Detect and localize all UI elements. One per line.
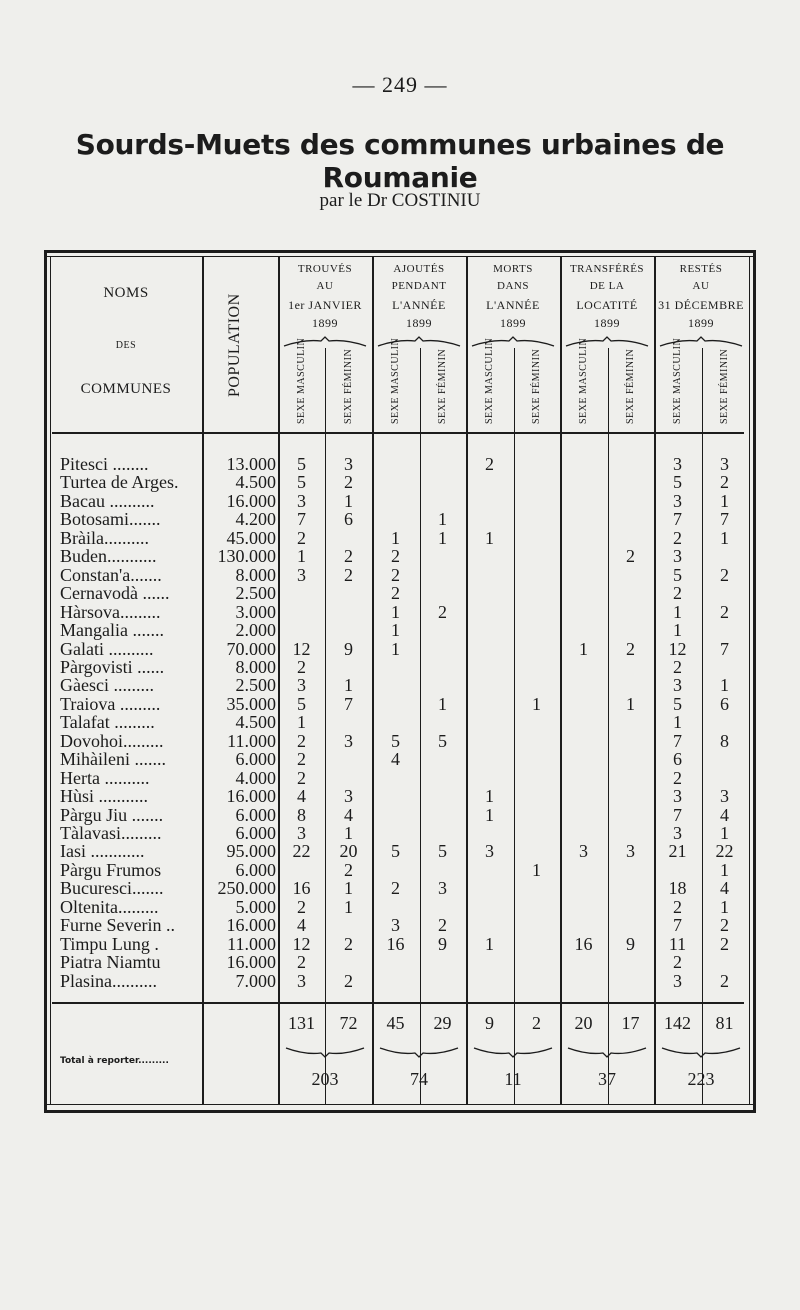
count-cell: 2: [344, 859, 353, 880]
total-brace: [567, 1046, 647, 1058]
count-cell: 1: [438, 509, 447, 530]
header-sex-feminin: SEXE FÉMININ: [530, 348, 542, 424]
count-cell: 3: [344, 786, 353, 807]
header-group-line2: DANS: [497, 280, 529, 292]
count-cell: 2: [297, 527, 306, 548]
count-cell: 9: [626, 933, 635, 954]
count-cell: 20: [339, 841, 358, 862]
count-cell: 22: [715, 841, 734, 862]
count-cell: 7: [344, 693, 353, 714]
commune-name: Hàrsova.........: [60, 602, 161, 622]
column-divider: [278, 256, 280, 1104]
count-cell: 1: [673, 601, 682, 622]
population-value: 3.000: [235, 601, 276, 622]
count-cell: 9: [438, 933, 447, 954]
count-cell: 2: [344, 933, 353, 954]
count-cell: 3: [720, 786, 729, 807]
count-cell: 16: [386, 933, 405, 954]
commune-name: Talafat .........: [60, 713, 155, 733]
group-total: 223: [687, 1069, 715, 1089]
count-cell: 3: [673, 786, 682, 807]
count-cell: 3: [673, 546, 682, 567]
count-cell: 1: [391, 638, 400, 659]
header-group-line2: AU: [316, 280, 334, 292]
count-cell: 7: [673, 730, 682, 751]
count-cell: 7: [673, 915, 682, 936]
header-group-line4: 1899: [406, 316, 432, 330]
header-des: DES: [115, 340, 137, 351]
total-brace: [661, 1046, 741, 1058]
header-group-line3: L'ANNÉE: [392, 298, 446, 312]
commune-name: Herta ..........: [60, 768, 150, 788]
count-cell: 2: [297, 656, 306, 677]
page-title: Sourds-Muets des communes urbaines de Roumanie: [75, 128, 725, 194]
count-cell: 1: [485, 933, 494, 954]
frame-left-inner: [50, 256, 51, 1104]
count-cell: 3: [673, 970, 682, 991]
commune-name: Tàlavasi.........: [60, 824, 162, 843]
header-sex-feminin: SEXE FÉMININ: [436, 348, 448, 424]
count-cell: 3: [344, 454, 353, 474]
population-value: 8.000: [235, 564, 276, 585]
count-cell: 2: [673, 952, 682, 973]
commune-name: Bràila..........: [60, 528, 149, 548]
count-cell: 12: [292, 638, 311, 659]
count-cell: 1: [532, 859, 541, 880]
count-cell: 4: [391, 749, 400, 770]
commune-name: Cernavodà ......: [60, 584, 170, 604]
frame-top-inner: [44, 256, 756, 257]
page-number: — 249 —: [352, 72, 448, 97]
group-total: 203: [311, 1069, 339, 1089]
count-cell: 7: [673, 509, 682, 530]
count-cell: 3: [391, 915, 400, 936]
count-cell: 2: [720, 472, 729, 493]
total-cell: 45: [386, 1013, 405, 1033]
count-cell: 6: [344, 509, 353, 530]
header-group-line2: AU: [692, 280, 710, 292]
count-cell: 2: [297, 749, 306, 770]
count-cell: 9: [344, 638, 353, 659]
count-cell: 3: [297, 675, 306, 696]
count-cell: 8: [297, 804, 306, 825]
count-cell: 16: [292, 878, 311, 899]
count-cell: 1: [626, 693, 635, 714]
total-cell: 2: [532, 1013, 541, 1033]
count-cell: 3: [297, 564, 306, 585]
population-value: 5.000: [235, 896, 276, 917]
total-cell: 81: [715, 1013, 734, 1033]
header-sex-feminin: SEXE FÉMININ: [718, 348, 730, 424]
count-cell: 5: [297, 472, 306, 493]
commune-name: Iasi ............: [60, 842, 145, 862]
header-communes: COMMUNES: [80, 381, 172, 397]
count-cell: 2: [720, 601, 729, 622]
count-cell: 1: [720, 896, 729, 917]
header-group-line1: AJOUTÉS: [393, 263, 445, 275]
count-cell: 5: [673, 472, 682, 493]
total-cell: 131: [288, 1013, 315, 1033]
header-sex-feminin: SEXE FÉMININ: [624, 348, 636, 424]
count-cell: 8: [720, 730, 729, 751]
count-cell: 2: [720, 970, 729, 991]
count-cell: 1: [391, 601, 400, 622]
count-cell: 3: [438, 878, 447, 899]
frame-bottom: [44, 1110, 756, 1113]
commune-name: Hùsi ...........: [60, 787, 149, 807]
frame-right-inner: [749, 256, 750, 1104]
count-cell: 3: [297, 490, 306, 511]
count-cell: 1: [438, 693, 447, 714]
total-cell: 20: [574, 1013, 593, 1033]
count-cell: 4: [344, 804, 353, 825]
commune-name: Pàrgu Frumos: [60, 860, 162, 880]
population-value: 11.000: [227, 933, 276, 954]
total-cell: 72: [339, 1013, 358, 1033]
count-cell: 2: [344, 472, 353, 493]
total-brace: [473, 1046, 553, 1058]
commune-name: Constan'a.......: [60, 565, 162, 585]
count-cell: 2: [673, 767, 682, 788]
count-cell: 2: [344, 546, 353, 567]
count-cell: 5: [297, 693, 306, 714]
commune-name: Galati ..........: [60, 639, 154, 659]
count-cell: 2: [626, 546, 635, 567]
count-cell: 11: [668, 933, 687, 954]
commune-name: Mangalia .......: [60, 621, 164, 641]
group-total: 74: [410, 1069, 428, 1089]
total-cell: 29: [433, 1013, 452, 1033]
commune-name: Furne Severin ..: [60, 916, 175, 936]
header-sex-feminin: SEXE FÉMININ: [342, 348, 354, 424]
population-value: 16.000: [226, 786, 276, 807]
frame-top: [44, 250, 756, 253]
count-cell: 1: [673, 620, 682, 641]
population-value: 2.500: [235, 675, 276, 696]
frame-left: [44, 250, 47, 1113]
population-value: 6.000: [235, 823, 276, 843]
header-group-line4: 1899: [500, 316, 526, 330]
count-cell: 6: [720, 693, 729, 714]
count-cell: 4: [720, 878, 729, 899]
count-cell: 7: [297, 509, 306, 530]
count-cell: 2: [391, 564, 400, 585]
count-cell: 2: [391, 546, 400, 567]
population-value: 4.500: [235, 472, 276, 493]
commune-name: Gàesci .........: [60, 676, 154, 696]
commune-name: Botosami.......: [60, 510, 161, 530]
total-cell: 9: [485, 1013, 494, 1033]
count-cell: 1: [579, 638, 588, 659]
population-value: 45.000: [226, 527, 276, 548]
header-group-line3: 1er JANVIER: [288, 298, 362, 312]
count-cell: 5: [391, 841, 400, 862]
header-group-line2: PENDANT: [391, 280, 447, 292]
count-cell: 4: [297, 786, 306, 807]
count-cell: 7: [720, 638, 729, 659]
count-cell: 1: [485, 804, 494, 825]
group-total: 11: [504, 1069, 522, 1089]
population-value: 6.000: [235, 859, 276, 880]
count-cell: 12: [668, 638, 687, 659]
header-sex-masculin: SEXE MASCULIN: [483, 337, 495, 424]
count-cell: 16: [574, 933, 593, 954]
count-cell: 22: [292, 841, 311, 862]
header-sex-masculin: SEXE MASCULIN: [671, 337, 683, 424]
count-cell: 5: [438, 730, 447, 751]
population-value: 250.000: [217, 878, 276, 899]
header-population: POPULATION: [226, 293, 243, 397]
count-cell: 5: [297, 454, 306, 474]
commune-name: Plasina..........: [60, 971, 157, 991]
population-value: 2.000: [235, 620, 276, 641]
header-rule: [52, 432, 744, 434]
count-cell: 3: [579, 841, 588, 862]
header-sex-masculin: SEXE MASCULIN: [295, 337, 307, 424]
total-cell: 17: [621, 1013, 640, 1033]
count-cell: 3: [673, 454, 682, 474]
population-value: 13.000: [226, 454, 276, 474]
population-value: 6.000: [235, 804, 276, 825]
population-value: 16.000: [226, 490, 276, 511]
commune-name: Traiova .........: [60, 694, 161, 714]
count-cell: 2: [720, 564, 729, 585]
count-cell: 1: [720, 490, 729, 511]
count-cell: 1: [391, 527, 400, 548]
commune-name: Pàrgovisti ......: [60, 657, 165, 677]
count-cell: 1: [720, 527, 729, 548]
population-value: 2.500: [235, 583, 276, 604]
header-group-line3: 31 DÉCEMBRE: [658, 298, 744, 312]
count-cell: 3: [344, 730, 353, 751]
count-cell: 3: [673, 675, 682, 696]
header-group-line1: MORTS: [493, 263, 533, 275]
header-group-line3: L'ANNÉE: [486, 298, 540, 312]
population-value: 16.000: [226, 952, 276, 973]
header-group-line1: TROUVÉS: [297, 263, 353, 275]
count-cell: 2: [297, 730, 306, 751]
count-cell: 1: [344, 490, 353, 511]
population-value: 130.000: [217, 546, 276, 567]
count-cell: 3: [720, 454, 729, 474]
population-value: 6.000: [235, 749, 276, 770]
commune-name: Bucuresci.......: [60, 879, 164, 899]
count-cell: 2: [673, 527, 682, 548]
commune-name: Buden...........: [60, 547, 157, 567]
header-group-line4: 1899: [594, 316, 620, 330]
column-divider: [466, 256, 468, 1104]
header-group-line2: DE LA: [589, 280, 625, 292]
count-cell: 12: [292, 933, 311, 954]
subcolumn-divider: [325, 348, 326, 1104]
population-value: 7.000: [235, 970, 276, 991]
count-cell: 1: [297, 546, 306, 567]
count-cell: 3: [626, 841, 635, 862]
count-cell: 1: [720, 675, 729, 696]
count-cell: 5: [391, 730, 400, 751]
count-cell: 3: [297, 970, 306, 991]
count-cell: 2: [344, 564, 353, 585]
count-cell: 2: [297, 952, 306, 973]
subcolumn-divider: [420, 348, 421, 1104]
count-cell: 1: [344, 896, 353, 917]
count-cell: 1: [532, 693, 541, 714]
header-group-line1: RESTÉS: [679, 263, 723, 275]
count-cell: 2: [391, 583, 400, 604]
count-cell: 1: [438, 527, 447, 548]
count-cell: 3: [297, 823, 306, 843]
count-cell: 1: [344, 823, 353, 843]
totals-rule: [52, 1002, 744, 1004]
population-value: 35.000: [226, 693, 276, 714]
header-sex-masculin: SEXE MASCULIN: [389, 337, 401, 424]
commune-name: Pitesci ........: [60, 455, 149, 474]
count-cell: 5: [673, 564, 682, 585]
count-cell: 1: [344, 878, 353, 899]
column-divider: [654, 256, 656, 1104]
count-cell: 1: [297, 712, 306, 733]
count-cell: 1: [391, 620, 400, 641]
frame-right: [753, 250, 756, 1113]
total-cell: 142: [664, 1013, 691, 1033]
count-cell: 6: [673, 749, 682, 770]
count-cell: 7: [673, 804, 682, 825]
count-cell: 2: [485, 454, 494, 474]
population-value: 16.000: [226, 915, 276, 936]
header-group-line4: 1899: [312, 316, 338, 330]
count-cell: 2: [391, 878, 400, 899]
population-value: 95.000: [226, 841, 276, 862]
count-cell: 4: [720, 804, 729, 825]
commune-name: Mihàileni .......: [60, 750, 166, 770]
subcolumn-divider: [608, 348, 609, 1104]
count-cell: 5: [673, 693, 682, 714]
count-cell: 21: [668, 841, 687, 862]
count-cell: 2: [297, 767, 306, 788]
count-cell: 1: [673, 712, 682, 733]
commune-name: Timpu Lung .: [60, 934, 159, 954]
commune-name: Turtea de Arges.: [60, 473, 179, 493]
subcolumn-divider: [702, 348, 703, 1104]
commune-name: Pàrgu Jiu .......: [60, 805, 164, 825]
header-sex-masculin: SEXE MASCULIN: [577, 337, 589, 424]
count-cell: 1: [485, 786, 494, 807]
subcolumn-divider: [514, 348, 515, 1104]
column-divider: [560, 256, 562, 1104]
header-noms: NOMS: [103, 285, 149, 301]
population-value: 70.000: [226, 638, 276, 659]
population-value: 11.000: [227, 730, 276, 751]
count-cell: 2: [720, 933, 729, 954]
count-cell: 3: [673, 490, 682, 511]
count-cell: 1: [344, 675, 353, 696]
count-cell: 3: [485, 841, 494, 862]
count-cell: 1: [720, 859, 729, 880]
count-cell: 3: [673, 823, 682, 843]
commune-name: Dovohoi.........: [60, 731, 164, 751]
column-divider: [372, 256, 374, 1104]
population-value: 4.500: [235, 712, 276, 733]
count-cell: 2: [297, 896, 306, 917]
count-cell: 2: [438, 601, 447, 622]
commune-name: Oltenita.........: [60, 897, 159, 917]
count-cell: 2: [720, 915, 729, 936]
header-group-line1: TRANSFÉRÉS: [569, 263, 645, 275]
total-label: Total à reporter.........: [60, 1056, 169, 1066]
commune-name: Bacau ..........: [60, 491, 155, 511]
commune-name: Piatra Niamtu: [60, 953, 161, 973]
count-cell: 2: [344, 970, 353, 991]
count-cell: 5: [438, 841, 447, 862]
group-total: 37: [598, 1069, 616, 1089]
total-brace: [379, 1046, 459, 1058]
population-value: 8.000: [235, 656, 276, 677]
count-cell: 2: [673, 896, 682, 917]
population-value: 4.200: [235, 509, 276, 530]
count-cell: 4: [297, 915, 306, 936]
frame-bottom-inner: [44, 1104, 756, 1105]
header-group-line3: LOCATITÉ: [576, 298, 638, 312]
byline: par le Dr COSTINIU: [319, 190, 481, 211]
count-cell: 1: [720, 823, 729, 843]
count-cell: 18: [668, 878, 687, 899]
count-cell: 1: [485, 527, 494, 548]
count-cell: 7: [720, 509, 729, 530]
count-cell: 2: [626, 638, 635, 659]
header-group-line4: 1899: [688, 316, 714, 330]
total-brace: [285, 1046, 365, 1058]
count-cell: 2: [673, 583, 682, 604]
population-value: 4.000: [235, 767, 276, 788]
count-cell: 2: [673, 656, 682, 677]
count-cell: 2: [438, 915, 447, 936]
